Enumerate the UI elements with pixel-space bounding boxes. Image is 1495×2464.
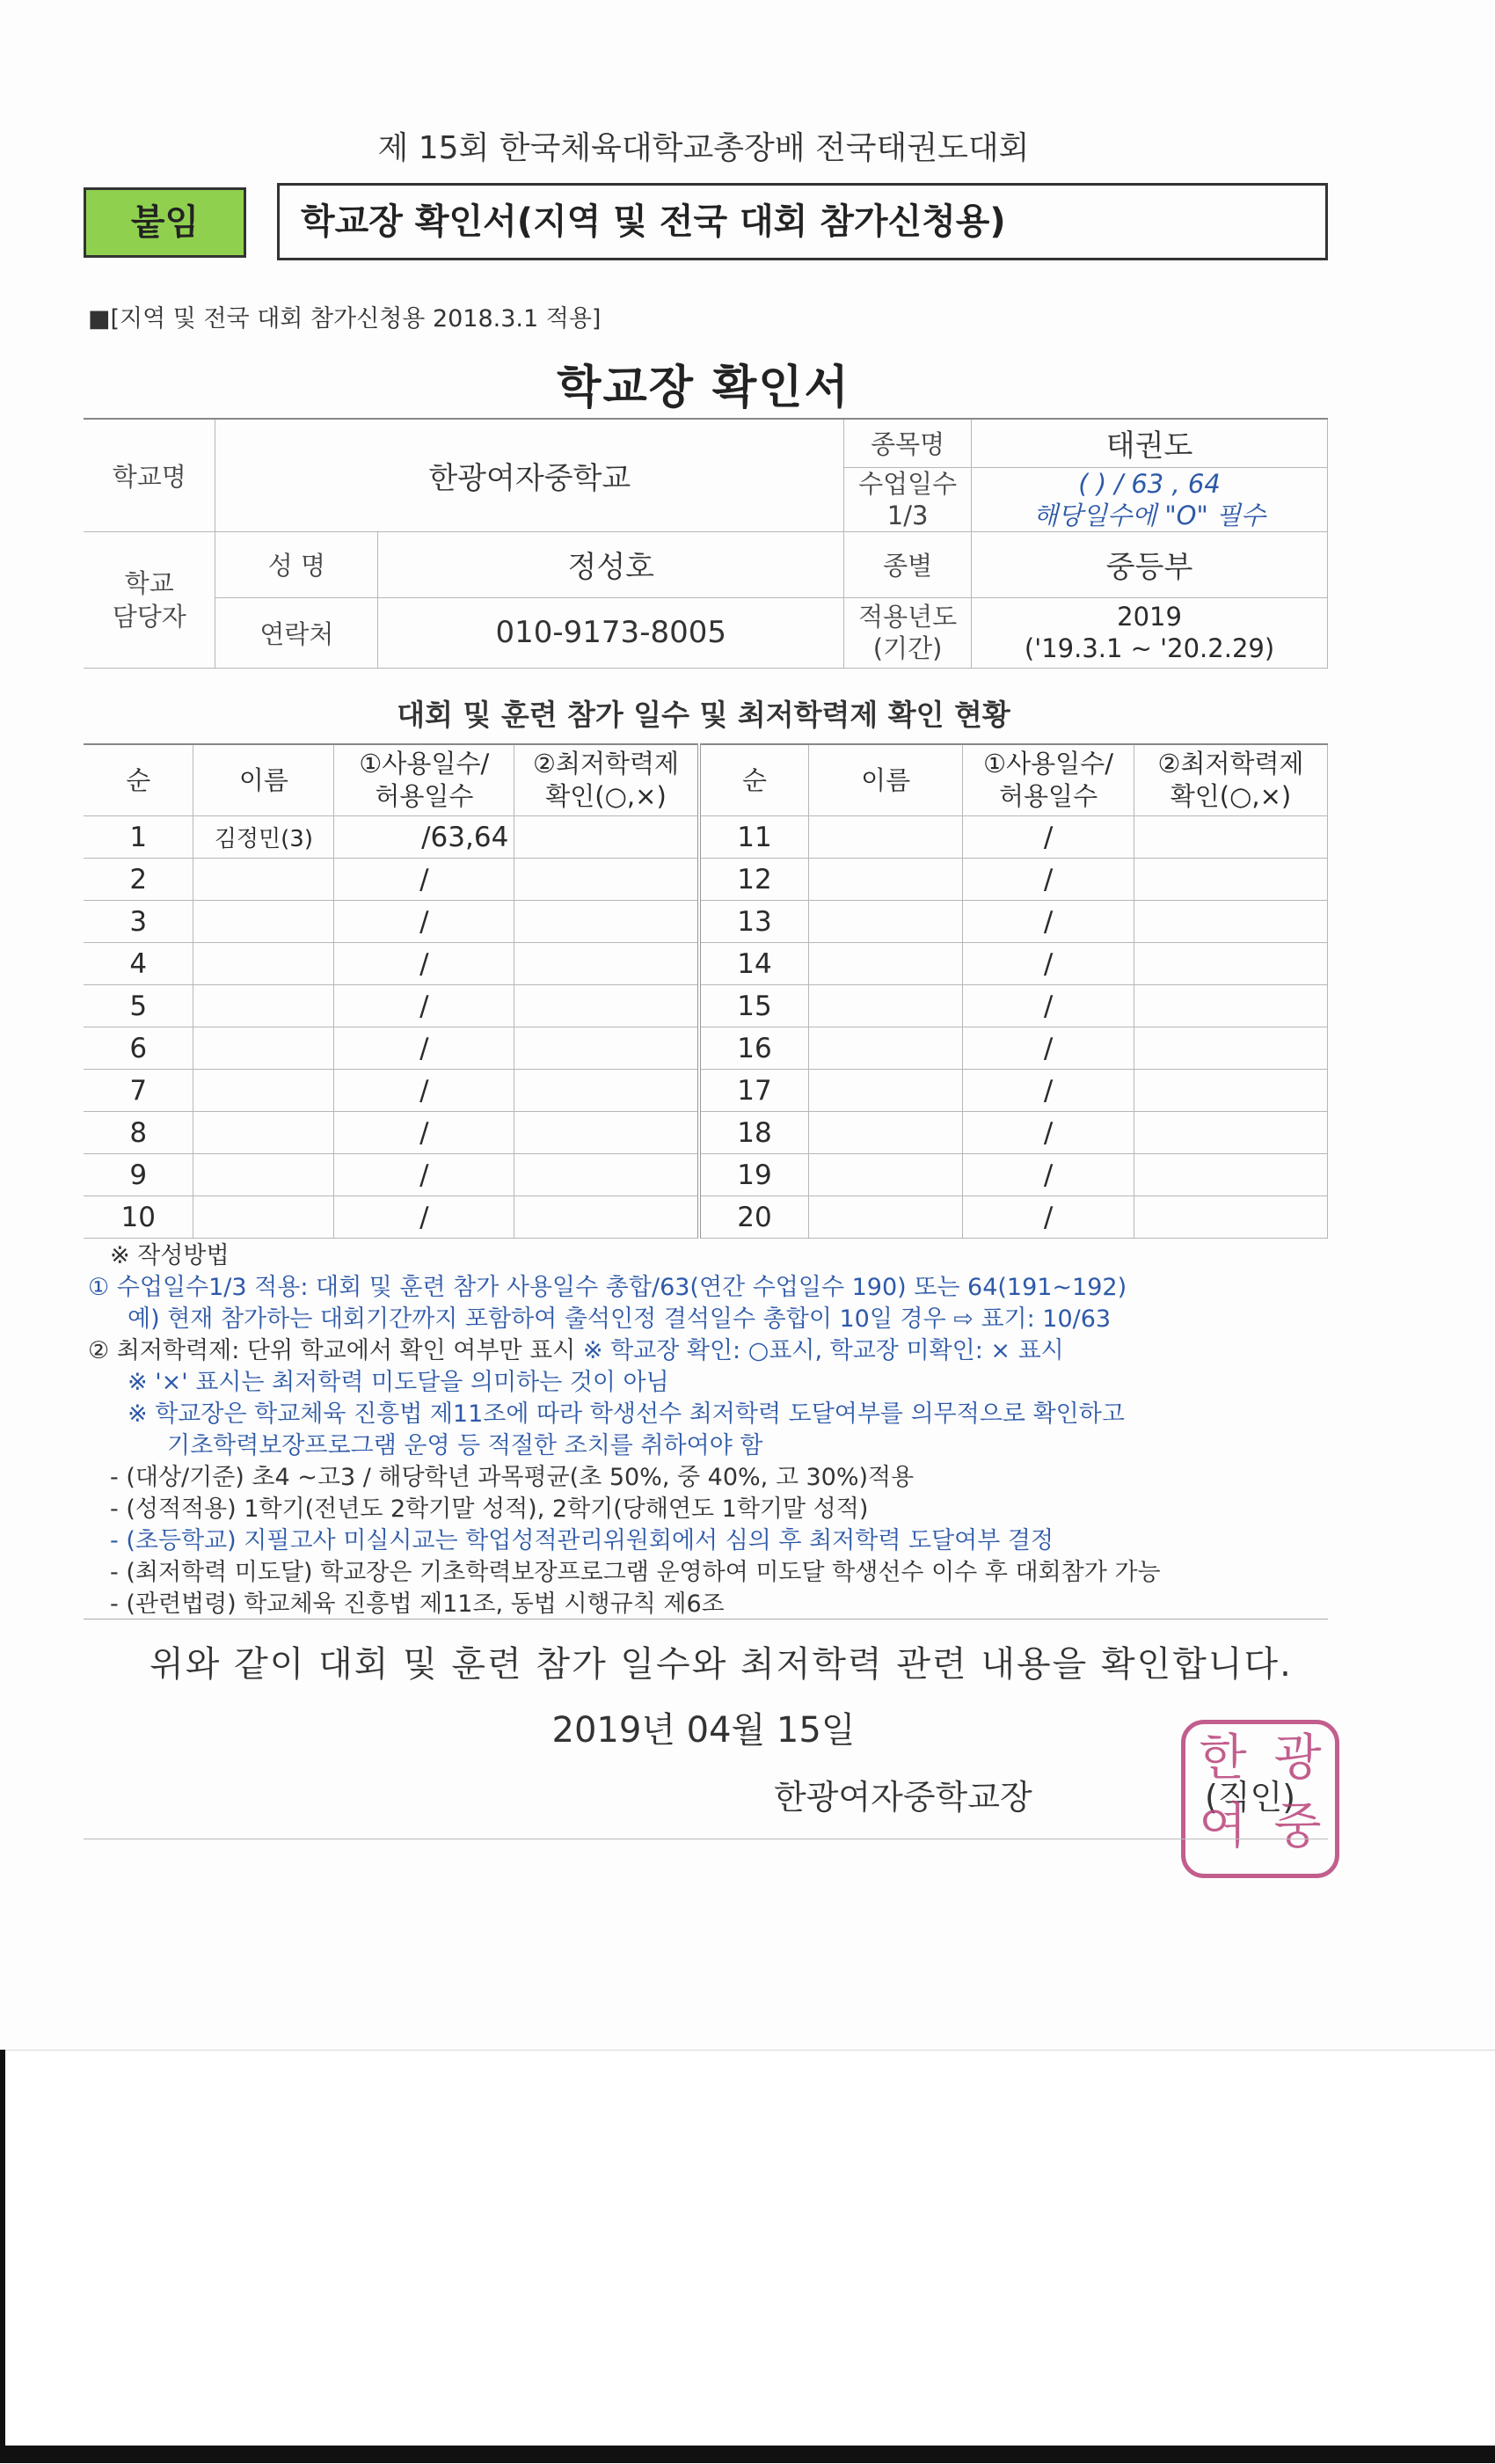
entry-name	[809, 943, 963, 985]
stamp-char-1: 한	[1199, 1729, 1247, 1787]
entry-no: 6	[84, 1027, 193, 1070]
entry-days: /	[963, 985, 1134, 1027]
entry-min-check	[514, 901, 699, 943]
instruction-line-4: ※ '×' 표시는 최저학력 미도달을 의미하는 것이 아님	[128, 1369, 669, 1396]
entry-name	[193, 859, 334, 901]
entry-days: /	[334, 1070, 514, 1112]
entry-min-check	[1134, 943, 1328, 985]
instruction-line-9: - (초등학교) 지필고사 미실시교는 학업성적관리위원회에서 심의 후 최저학력 도달여부 결정	[110, 1527, 1054, 1554]
instruction-line-6: 기초학력보장프로그램 운영 등 적절한 조치를 취하여야 함	[167, 1432, 763, 1459]
entry-name	[809, 901, 963, 943]
entry-no: 16	[699, 1027, 809, 1070]
entry-name: 김정민(3)	[193, 816, 334, 859]
entry-no: 10	[84, 1196, 193, 1239]
entry-name	[193, 1112, 334, 1154]
school-name: 한광여자중학교	[215, 419, 844, 531]
entry-name	[193, 1070, 334, 1112]
instruction-line-3a: ② 최저학력제: 단위 학교에서 확인 여부만 표시	[88, 1337, 583, 1364]
instruction-line-7: - (대상/기준) 초4 ~고3 / 해당학년 과목평균(초 50%, 중 40%, 고 30%)적용	[110, 1464, 915, 1491]
entry-no: 8	[84, 1112, 193, 1154]
entry-days: /	[334, 943, 514, 985]
entry-name	[193, 1027, 334, 1070]
entry-no: 20	[699, 1196, 809, 1239]
entry-no: 7	[84, 1070, 193, 1112]
entry-no: 12	[699, 859, 809, 901]
table-header-row	[84, 744, 1328, 816]
entry-min-check	[1134, 1027, 1328, 1070]
instruction-line-3b: ※ 학교장 확인: ○표시, 학교장 미확인: × 표시	[582, 1337, 1064, 1364]
applicability-note: ■[지역 및 전국 대회 참가신청용 2018.3.1 적용]	[88, 305, 602, 333]
manager-label-line2: 담당자	[112, 601, 186, 632]
school-seal-stamp	[1181, 1720, 1339, 1878]
school-name-label: 학교명	[84, 419, 215, 531]
entry-min-check	[514, 1070, 699, 1112]
instruction-line-10: - (최저학력 미도달) 학교장은 기초학력보장프로그램 운영하여 미도달 학생선수 이수 후 대회참가 가능	[110, 1559, 1161, 1586]
class-days-value	[972, 467, 1328, 531]
manager-label	[84, 531, 215, 668]
table-row	[84, 859, 1328, 901]
entry-days: /	[963, 1154, 1134, 1196]
seal-label: (직인)	[1205, 1778, 1296, 1817]
entry-name	[809, 1112, 963, 1154]
class-days-fraction: ( ) / 63 , 64	[1078, 468, 1221, 499]
entry-days: /	[334, 859, 514, 901]
entry-min-check	[1134, 1112, 1328, 1154]
entry-min-check	[1134, 985, 1328, 1027]
entry-name	[193, 1196, 334, 1239]
document-title: 학교장 확인서	[557, 362, 850, 414]
col-min-right	[1134, 744, 1328, 816]
school-info-table	[84, 418, 1328, 669]
entry-no: 3	[84, 901, 193, 943]
table-row	[84, 1196, 1328, 1239]
col-min-line1: ②최저학력제	[532, 749, 680, 779]
col-days-line1: ①사용일수/	[983, 749, 1113, 779]
entry-min-check	[1134, 816, 1328, 859]
signer-name: 한광여자중학교장	[774, 1778, 1032, 1817]
instruction-line-1: ① 수업일수1/3 적용: 대회 및 훈련 참가 사용일수 총합/63(연간 수업일수 190) 또는 64(191~192)	[88, 1274, 1127, 1301]
col-days-left	[334, 744, 514, 816]
col-min-line2: 확인(○,×)	[545, 781, 667, 811]
entry-name	[809, 985, 963, 1027]
class-days-label-line1: 수업일수	[858, 468, 958, 499]
col-days-line1: ①사용일수/	[359, 749, 490, 779]
col-days-line2: 허용일수	[375, 781, 474, 811]
entry-days: /	[963, 1196, 1134, 1239]
participation-table	[84, 743, 1328, 1239]
entry-days: /	[334, 1196, 514, 1239]
header-title: 학교장 확인서(지역 및 전국 대회 참가신청용)	[277, 183, 1328, 260]
entry-days: /	[963, 943, 1134, 985]
entry-days: /	[334, 1112, 514, 1154]
entry-no: 17	[699, 1070, 809, 1112]
class-days-label-line2: 1/3	[886, 500, 929, 530]
manager-name: 정성호	[378, 531, 844, 597]
entry-days: /	[963, 1070, 1134, 1112]
entry-min-check	[1134, 859, 1328, 901]
entry-days: /	[963, 859, 1134, 901]
scan-edge	[0, 2050, 5, 2463]
year-label	[844, 597, 972, 668]
instruction-line-5: ※ 학교장은 학교체육 진흥법 제11조에 따라 학생선수 최저학력 도달여부를 의무적으로 확인하고	[128, 1400, 1125, 1428]
col-name-left: 이름	[193, 744, 334, 816]
instruction-line-3	[88, 1335, 1337, 1367]
entry-min-check	[514, 1112, 699, 1154]
stamp-char-4: 중	[1273, 1798, 1322, 1855]
table-row	[84, 901, 1328, 943]
col-days-right	[963, 744, 1134, 816]
entry-min-check	[1134, 1070, 1328, 1112]
confirmation-text: 위와 같이 대회 및 훈련 참가 일수와 최저학력 관련 내용을 확인합니다.	[150, 1644, 1293, 1685]
division-label: 종별	[844, 531, 972, 597]
contact-value: 010-9173-8005	[378, 597, 844, 668]
entry-min-check	[514, 859, 699, 901]
instruction-line-8: - (성적적용) 1학기(전년도 2학기말 성적), 2학기(당해연도 1학기말 성적)	[110, 1495, 869, 1523]
divider	[84, 1619, 1328, 1620]
scan-edge	[0, 2446, 1495, 2463]
entry-min-check	[1134, 1196, 1328, 1239]
entry-days: /	[334, 1027, 514, 1070]
year-label-line2: (기간)	[872, 633, 943, 663]
entry-days: /	[963, 1027, 1134, 1070]
entry-name	[193, 943, 334, 985]
table-row	[84, 816, 1328, 859]
attachment-badge: 붙임	[84, 187, 246, 258]
entry-days: /	[334, 985, 514, 1027]
instructions-heading: ※ 작성방법	[110, 1242, 230, 1269]
entry-no: 1	[84, 816, 193, 859]
entry-name	[809, 816, 963, 859]
col-min-line1: ②최저학력제	[1157, 749, 1304, 779]
signature-date: 2019년 04월 15일	[551, 1710, 856, 1751]
col-no-left: 순	[84, 744, 193, 816]
col-no-right: 순	[699, 744, 809, 816]
entry-no: 4	[84, 943, 193, 985]
year-value	[972, 597, 1328, 668]
entry-name	[809, 1196, 963, 1239]
stamp-char-2: 광	[1273, 1729, 1322, 1787]
division-value: 중등부	[972, 531, 1328, 597]
event-title: 제 15회 한국체육대학교총장배 전국태권도대회	[377, 130, 1030, 166]
entry-days: /	[963, 901, 1134, 943]
stamp-char-3: 여	[1199, 1798, 1247, 1855]
entry-no: 13	[699, 901, 809, 943]
entry-days: /63,64	[334, 816, 514, 859]
col-name-right: 이름	[809, 744, 963, 816]
entry-name	[809, 1154, 963, 1196]
table-row	[84, 943, 1328, 985]
entry-min-check	[514, 1196, 699, 1239]
year-period: ('19.3.1 ~ '20.2.29)	[1024, 633, 1275, 663]
table-row	[84, 985, 1328, 1027]
entry-min-check	[1134, 901, 1328, 943]
entry-name	[193, 985, 334, 1027]
entry-days: /	[334, 1154, 514, 1196]
entry-min-check	[1134, 1154, 1328, 1196]
entry-no: 11	[699, 816, 809, 859]
table-row	[84, 1027, 1328, 1070]
entry-min-check	[514, 816, 699, 859]
entry-no: 14	[699, 943, 809, 985]
manager-label-line1: 학교	[124, 567, 174, 598]
entry-name	[193, 901, 334, 943]
year-label-line1: 적용년도	[858, 602, 958, 632]
col-min-line2: 확인(○,×)	[1170, 781, 1292, 811]
entry-min-check	[514, 1027, 699, 1070]
entry-days: /	[963, 816, 1134, 859]
entry-no: 9	[84, 1154, 193, 1196]
entry-name	[193, 1154, 334, 1196]
entry-no: 18	[699, 1112, 809, 1154]
entry-no: 19	[699, 1154, 809, 1196]
entry-no: 15	[699, 985, 809, 1027]
entry-min-check	[514, 943, 699, 985]
class-days-label	[844, 467, 972, 531]
contact-label: 연락처	[215, 597, 378, 668]
entry-days: /	[963, 1112, 1134, 1154]
entry-name	[809, 1027, 963, 1070]
year-number: 2019	[1117, 602, 1182, 632]
col-min-left	[514, 744, 699, 816]
col-days-line2: 허용일수	[999, 781, 1098, 811]
table-row	[84, 1112, 1328, 1154]
entry-no: 2	[84, 859, 193, 901]
table-row	[84, 1154, 1328, 1196]
entry-min-check	[514, 1154, 699, 1196]
table-row	[84, 1070, 1328, 1112]
name-label: 성 명	[215, 531, 378, 597]
instruction-line-11: - (관련법령) 학교체육 진흥법 제11조, 동법 시행규칙 제6조	[110, 1590, 725, 1618]
instruction-line-2: 예) 현재 참가하는 대회기간까지 포함하여 출석인정 결석일수 총합이 10일 경우 ⇨ 표기: 10/63	[128, 1305, 1112, 1333]
class-days-note: 해당일수에 "O" 필수	[1033, 500, 1266, 530]
entry-days: /	[334, 901, 514, 943]
blank-lower-area	[0, 2050, 1495, 2464]
section-title: 대회 및 훈련 참가 일수 및 최저학력제 확인 현황	[397, 698, 1010, 732]
event-label: 종목명	[844, 419, 972, 467]
entry-name	[809, 1070, 963, 1112]
entry-no: 5	[84, 985, 193, 1027]
entry-min-check	[514, 985, 699, 1027]
entry-name	[809, 859, 963, 901]
event-value: 태권도	[972, 419, 1328, 467]
instructions	[88, 1240, 1337, 1620]
